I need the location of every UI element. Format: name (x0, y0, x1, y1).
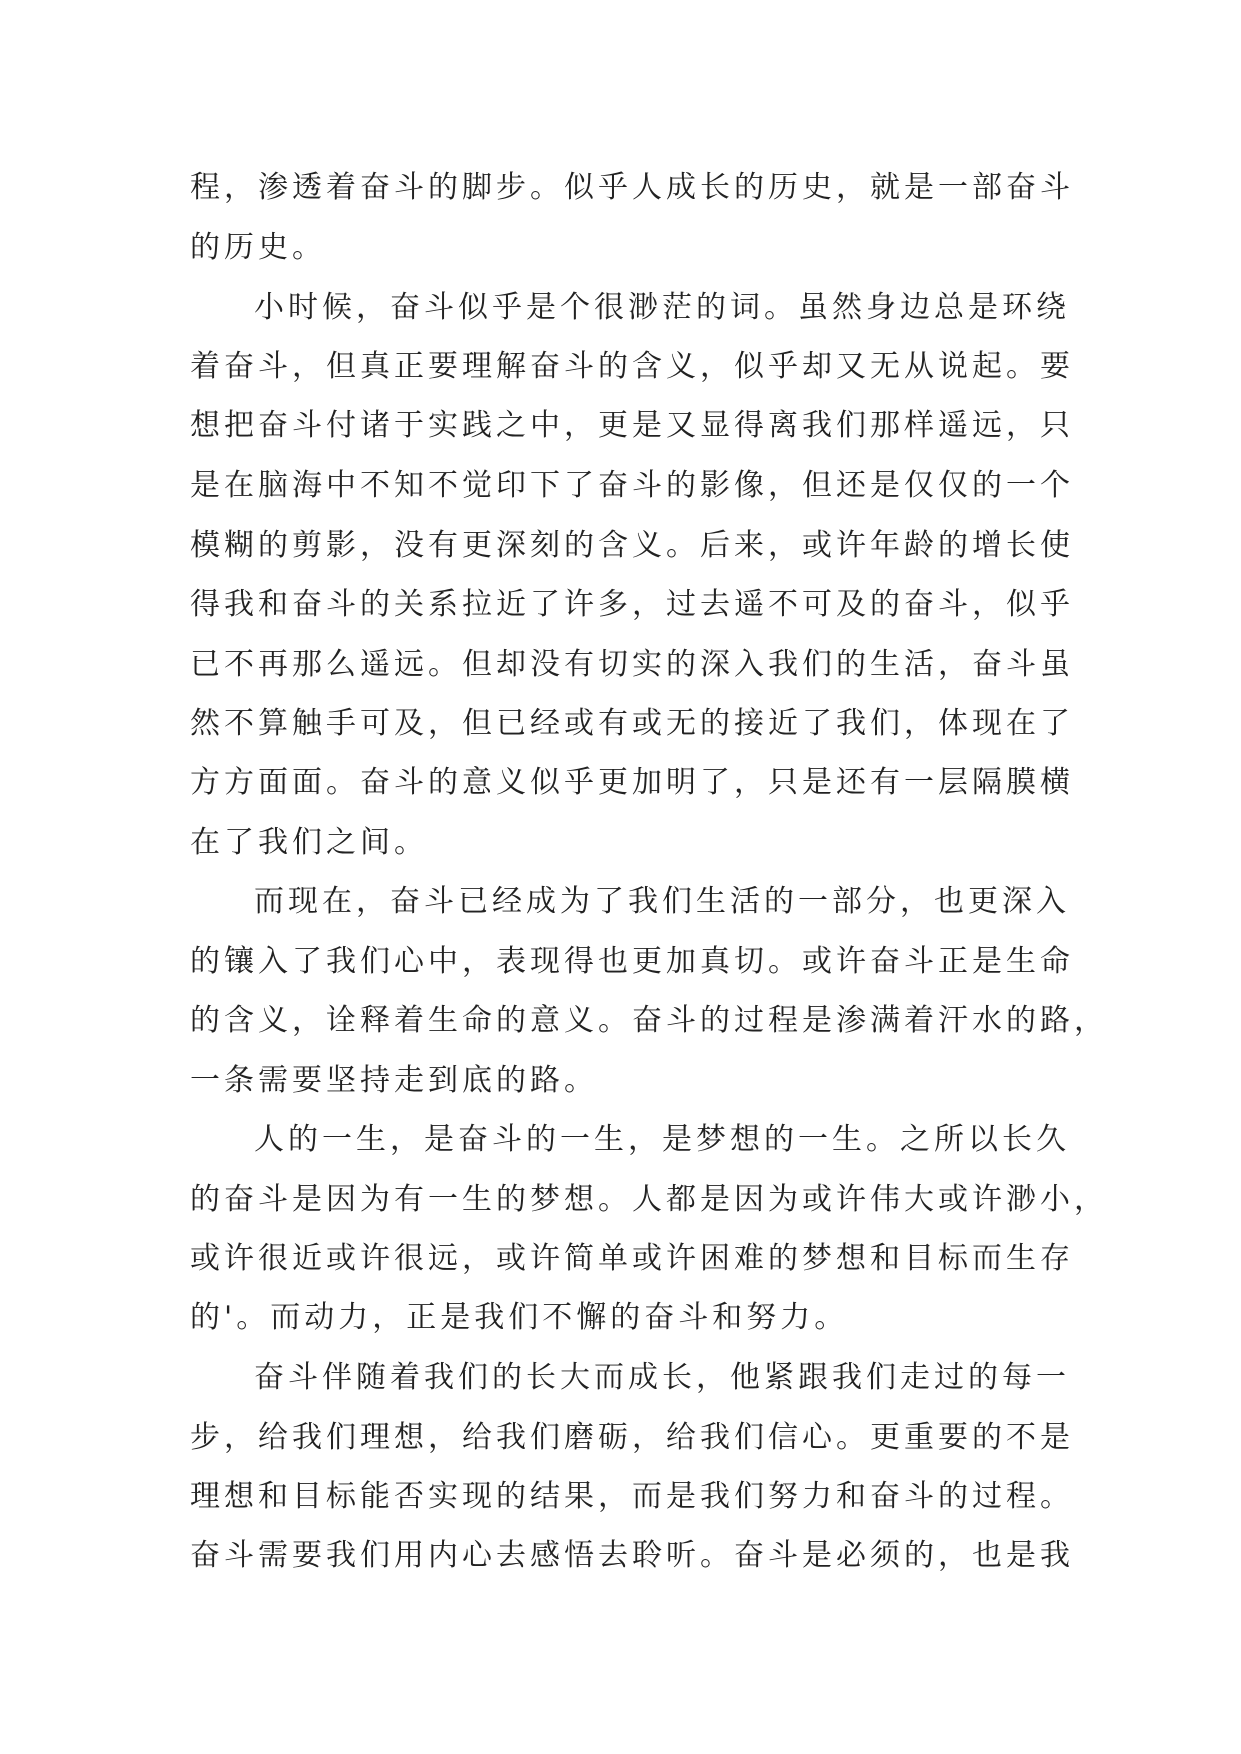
text-line: 已不再那么遥远。但却没有切实的深入我们的生活，奋斗虽 (190, 647, 1074, 682)
text-line: 奋斗需要我们用内心去感悟去聆听。奋斗是必须的，也是我 (190, 1538, 1074, 1573)
text-line: 的含义，诠释着生命的意义。奋斗的过程是渗满着汗水的路， (190, 1003, 1108, 1038)
text-line: 得我和奋斗的关系拉近了许多，过去遥不可及的奋斗，似乎 (190, 587, 1074, 622)
text-line: 人的一生，是奋斗的一生，是梦想的一生。之所以长久 (254, 1122, 1070, 1157)
text-line: 理想和目标能否实现的结果，而是我们努力和奋斗的过程。 (190, 1479, 1074, 1514)
text-line: 程，渗透着奋斗的脚步。似乎人成长的历史，就是一部奋斗 (190, 170, 1074, 205)
text-line: 的'。而动力，正是我们不懈的奋斗和努力。 (190, 1300, 849, 1335)
text-line: 然不算触手可及，但已经或有或无的接近了我们，体现在了 (190, 706, 1074, 741)
text-line: 想把奋斗付诸于实践之中，更是又显得离我们那样遥远，只 (190, 408, 1074, 443)
text-line: 在了我们之间。 (190, 825, 428, 860)
text-line: 而现在，奋斗已经成为了我们生活的一部分，也更深入 (254, 884, 1070, 919)
text-line: 着奋斗，但真正要理解奋斗的含义，似乎却又无从说起。要 (190, 349, 1074, 384)
text-line: 方方面面。奋斗的意义似乎更加明了，只是还有一层隔膜横 (190, 765, 1074, 800)
text-line: 奋斗伴随着我们的长大而成长，他紧跟我们走过的每一 (254, 1360, 1070, 1395)
text-line: 或许很近或许很远，或许简单或许困难的梦想和目标而生存 (190, 1241, 1074, 1276)
text-line: 的历史。 (190, 230, 326, 265)
text-line: 的镶入了我们心中，表现得也更加真切。或许奋斗正是生命 (190, 944, 1074, 979)
text-line: 一条需要坚持走到底的路。 (190, 1063, 598, 1098)
text-line: 模糊的剪影，没有更深刻的含义。后来，或许年龄的增长使 (190, 528, 1074, 563)
text-line: 步，给我们理想，给我们磨砺，给我们信心。更重要的不是 (190, 1420, 1074, 1455)
text-line: 是在脑海中不知不觉印下了奋斗的影像，但还是仅仅的一个 (190, 468, 1074, 503)
text-line: 的奋斗是因为有一生的梦想。人都是因为或许伟大或许渺小， (190, 1182, 1108, 1217)
text-line: 小时候，奋斗似乎是个很渺茫的词。虽然身边总是环绕 (254, 290, 1070, 325)
